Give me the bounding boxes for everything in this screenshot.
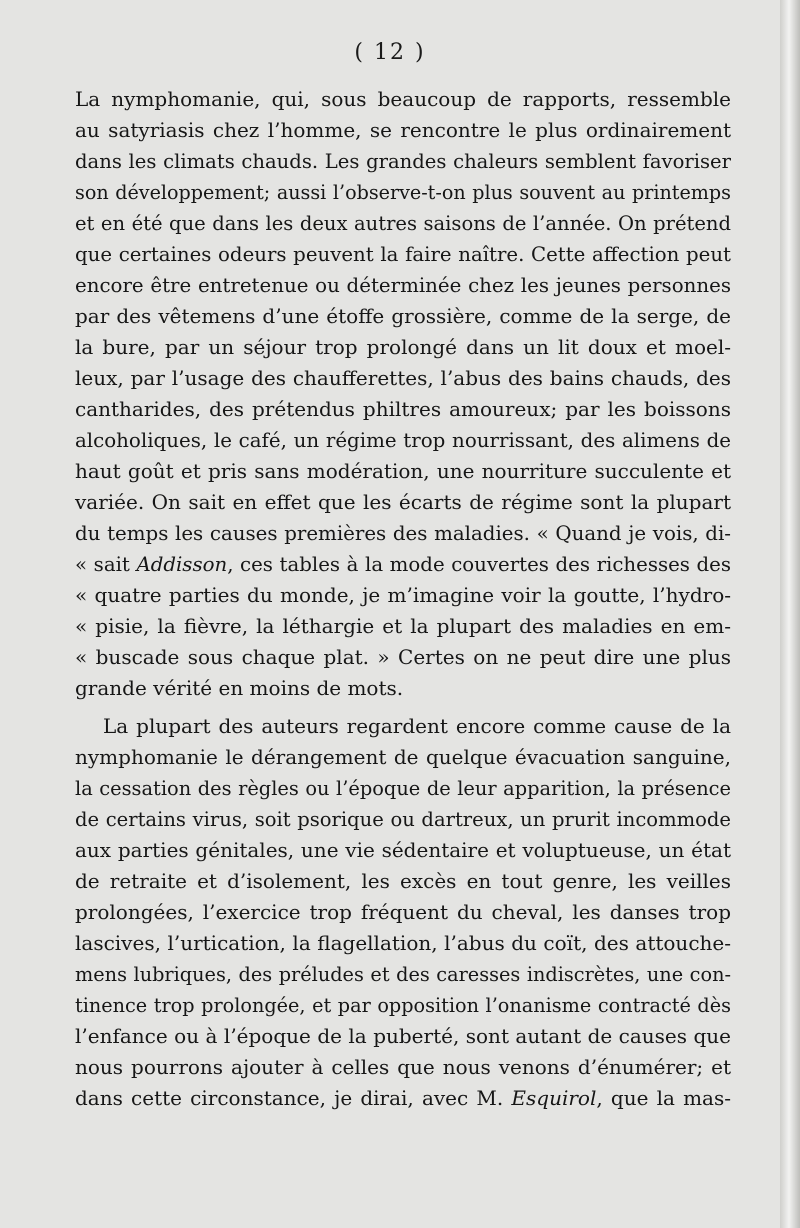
- page-edge: [780, 0, 800, 1228]
- text-line: tinence trop prolongée, et par opposition l’onanisme contracté dès: [75, 994, 731, 1017]
- text-line: de retraite et d’isolement, les excès en tout genre, les veilles: [75, 869, 731, 893]
- text-line: leux, par l’usage des chaufferettes, l’abus des bains chauds, des: [75, 366, 731, 390]
- text-line: « sait Addisson, ces tables à la mode couvertes des richesses des: [75, 553, 731, 576]
- text-line: dans cette circonstance, je dirai, avec M. Esquirol, que la mas-: [75, 1086, 731, 1110]
- text-line: l’enfance ou à l’époque de la puberté, sont autant de causes que: [75, 1024, 731, 1048]
- text-line: nous pourrons ajouter à celles que nous venons d’énumérer; et: [75, 1055, 731, 1079]
- text-line: la bure, par un séjour trop prolongé dans un lit doux et moel-: [75, 335, 731, 359]
- text-line: que certaines odeurs peuvent la faire naître. Cette affection peut: [75, 243, 731, 266]
- text-line: encore être entretenue ou déterminée chez les jeunes personnes: [75, 274, 731, 297]
- text-line: « pisie, la fièvre, la léthargie et la plupart des maladies en em-: [75, 614, 731, 638]
- page-number: ( 12 ): [354, 40, 426, 65]
- text-line: alcoholiques, le café, un régime trop nourrissant, des alimens de: [75, 429, 731, 452]
- author-name-esquirol: Esquirol: [511, 1086, 597, 1110]
- text-line: haut goût et pris sans modération, une nourriture succulente et: [75, 459, 731, 483]
- text-line: cantharides, des prétendus philtres amoureux; par les boissons: [75, 397, 731, 421]
- text-line: lascives, l’urtication, la flagellation, l’abus du coït, des attouche-: [75, 931, 731, 955]
- author-name-addisson: Addisson: [136, 553, 228, 576]
- text-line: mens lubriques, des préludes et des caresses indiscrètes, une con-: [75, 963, 731, 986]
- text-line: grande vérité en moins de mots.: [75, 676, 404, 700]
- text-line: variée. On sait en effet que les écarts de régime sont la plupart: [75, 490, 731, 514]
- text-line: nymphomanie le dérangement de quelque évacuation sanguine,: [75, 745, 731, 769]
- paragraph-start-line: La plupart des auteurs regardent encore comme cause de la: [103, 714, 731, 738]
- text-line: dans les climats chauds. Les grandes chaleurs semblent favoriser: [75, 150, 731, 173]
- text-line: La nymphomanie, qui, sous beaucoup de rapports, ressemble: [75, 87, 731, 111]
- text-line: et en été que dans les deux autres saisons de l’année. On prétend: [75, 212, 731, 235]
- text-line: son développement; aussi l’observe-t-on plus souvent au printemps: [75, 181, 731, 204]
- text-line: du temps les causes premières des maladies. « Quand je vois, di-: [75, 522, 731, 545]
- text-line: la cessation des règles ou l’époque de leur apparition, la présence: [75, 777, 731, 800]
- text-line: « buscade sous chaque plat. » Certes on ne peut dire une plus: [75, 645, 731, 669]
- body-text: [75, 84, 731, 1114]
- text-line: prolongées, l’exercice trop fréquent du cheval, les danses trop: [75, 900, 731, 924]
- text-line: au satyriasis chez l’homme, se rencontre le plus ordinairement: [75, 118, 731, 142]
- text-line: aux parties génitales, une vie sédentaire et voluptueuse, un état: [75, 838, 731, 862]
- text-line: par des vêtemens d’une étoffe grossière, comme de la serge, de: [75, 304, 731, 328]
- text-line: de certains virus, soit psorique ou dartreux, un prurit incommode: [75, 808, 731, 831]
- text-line: « quatre parties du monde, je m’imagine voir la goutte, l’hydro-: [75, 583, 731, 607]
